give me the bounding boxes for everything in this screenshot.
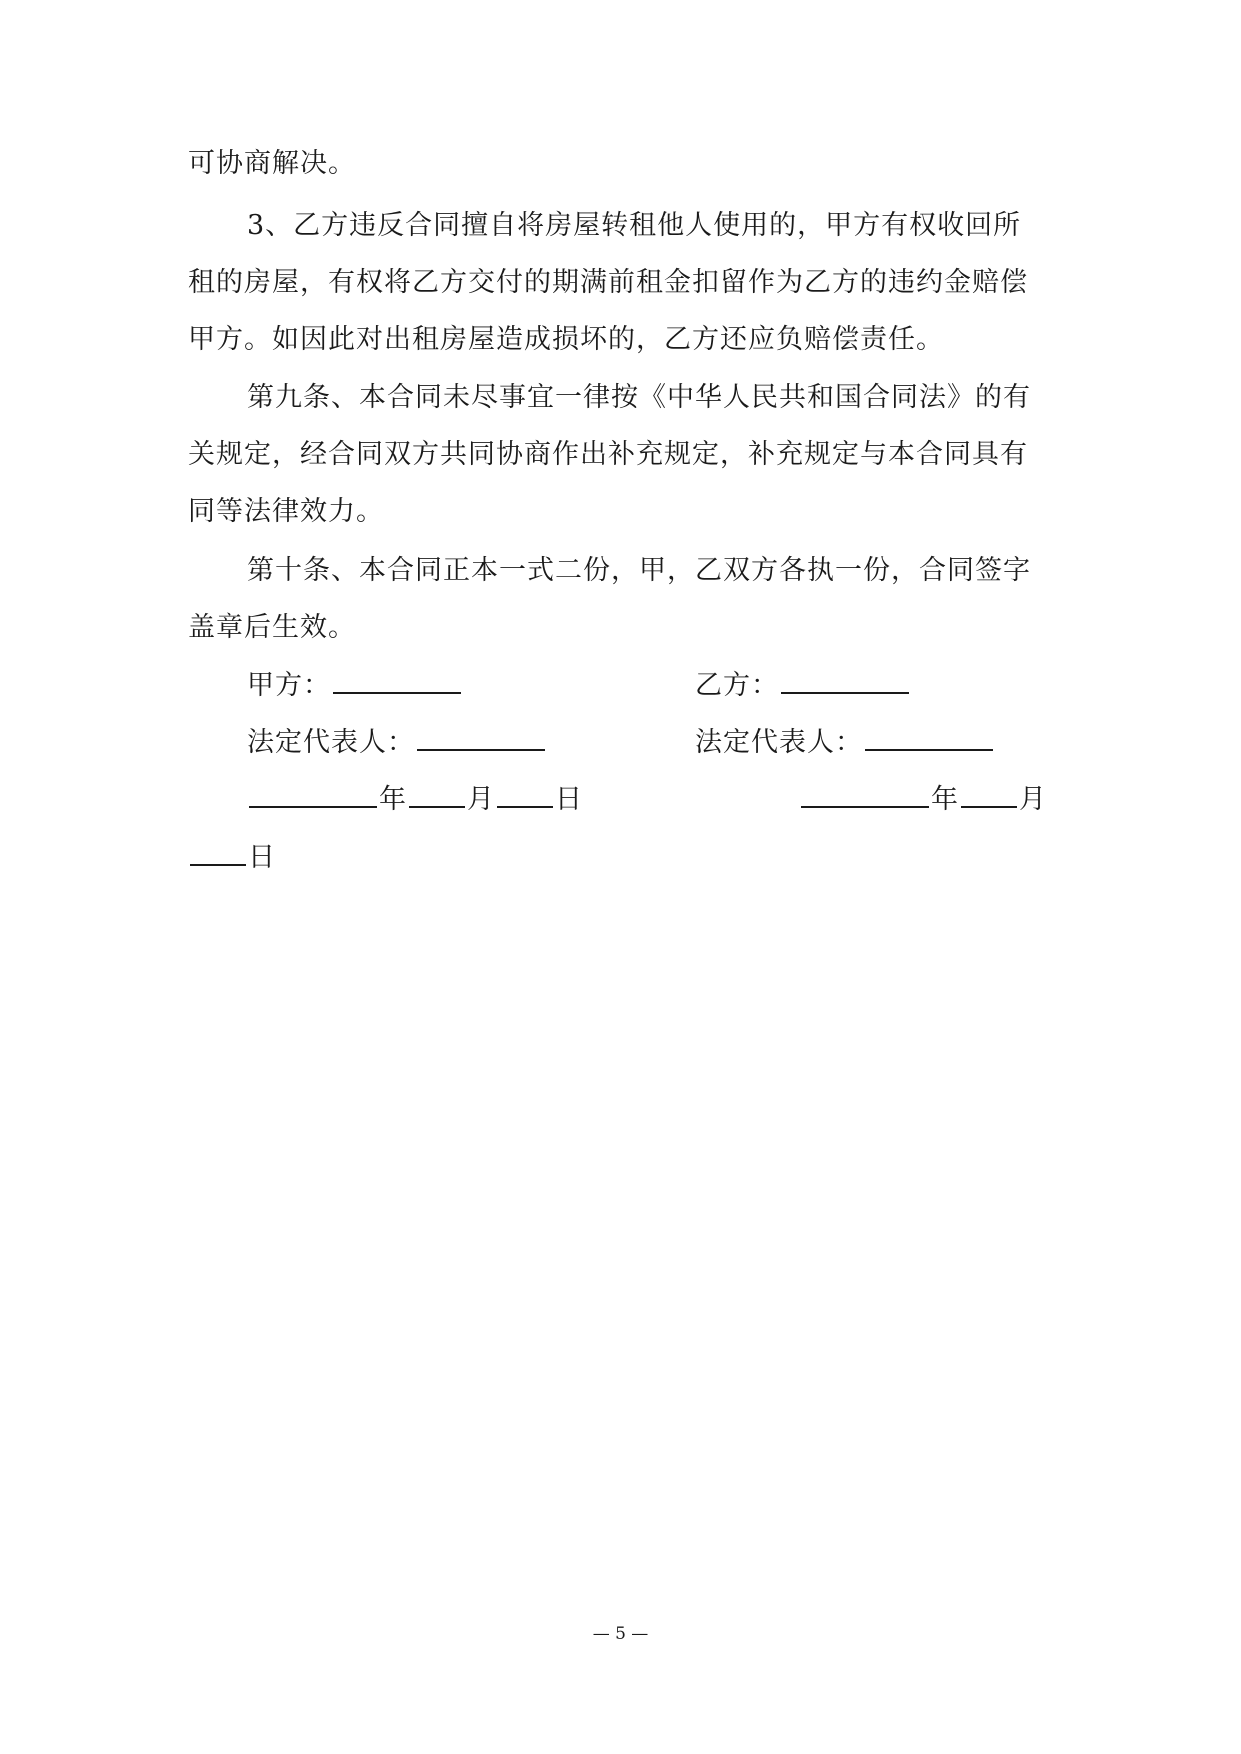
paragraph-line: 第十条、本合同正本一式二份，甲，乙双方各执一份，合同签字 [247,555,1031,586]
party-a-label: 甲方： [247,670,331,701]
paragraph-line: 可协商解决。 [188,148,356,179]
year-a-blank[interactable] [249,780,377,808]
month-b-label: 月 [1019,784,1047,815]
year-a-label: 年 [379,784,407,815]
year-b-label: 年 [931,784,959,815]
paragraph-line: 同等法律效力。 [188,496,384,527]
paragraph-line: 盖章后生效。 [188,612,356,643]
legal-rep-b-blank[interactable] [865,723,993,751]
paragraph-line: 租的房屋，有权将乙方交付的期满前租金扣留作为乙方的违约金赔偿 [188,267,1028,298]
date-b-line [799,780,1047,820]
party-b-blank[interactable] [781,666,909,694]
paragraph-line: 甲方。如因此对出租房屋造成损坏的，乙方还应负赔偿责任。 [188,324,944,355]
party-b-line [695,666,911,706]
legal-rep-a-blank[interactable] [417,723,545,751]
month-b-blank[interactable] [961,780,1017,808]
paragraph-line: 第九条、本合同未尽事宜一律按《中华人民共和国合同法》的有 [247,382,1031,413]
day-a-blank[interactable] [497,780,553,808]
year-b-blank[interactable] [801,780,929,808]
page-number: — 5 — [592,1624,649,1644]
legal-rep-b-line [695,723,995,763]
paragraph-line: 3、乙方违反合同擅自将房屋转租他人使用的，甲方有权收回所 [247,210,1022,241]
date-b-day-line [188,838,276,878]
day-b-blank[interactable] [190,838,246,866]
month-a-blank[interactable] [409,780,465,808]
legal-rep-a-line [247,723,547,763]
day-b-label: 日 [248,842,276,873]
legal-rep-b-label: 法定代表人： [695,727,863,758]
day-a-label: 日 [555,784,583,815]
party-a-blank[interactable] [333,666,461,694]
paragraph-line: 关规定，经合同双方共同协商作出补充规定，补充规定与本合同具有 [188,439,1028,470]
party-b-label: 乙方： [695,670,779,701]
month-a-label: 月 [467,784,495,815]
party-a-line [247,666,463,706]
legal-rep-a-label: 法定代表人： [247,727,415,758]
date-a-line [247,780,583,820]
